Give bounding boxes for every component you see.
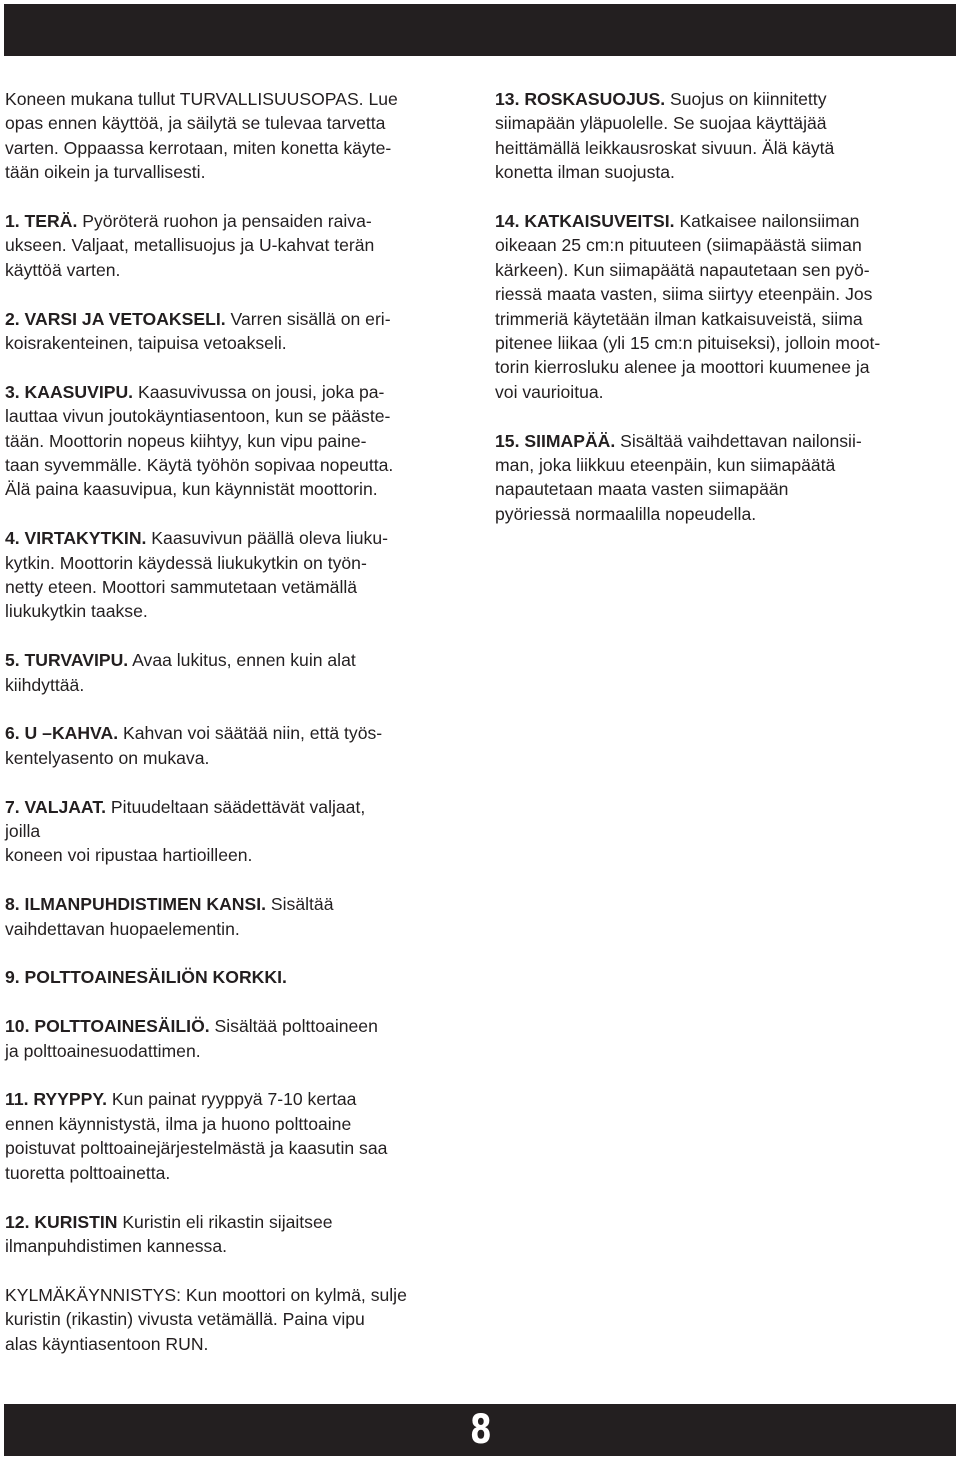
item-text: Kahvan voi säätää niin, että työs- bbox=[118, 723, 383, 744]
text-line: kuristin (rikastin) vivusta vetämällä. Paina vipu bbox=[5, 1309, 365, 1330]
item-13 bbox=[495, 87, 957, 185]
item-text: käyttöä varten. bbox=[5, 259, 121, 280]
page-number: 8 bbox=[469, 1407, 491, 1453]
item-text: ja polttoainesuodattimen. bbox=[5, 1040, 201, 1061]
item-9 bbox=[5, 965, 480, 989]
text-line: alas käyntiasentoon RUN. bbox=[5, 1333, 209, 1354]
item-5 bbox=[5, 648, 480, 697]
item-text: Sisältää polttoaineen bbox=[209, 1016, 378, 1037]
item-12 bbox=[5, 1210, 480, 1259]
item-text: heittämällä leikkausroskat sivuun. Älä käytä bbox=[495, 137, 835, 158]
text-line: KYLMÄKÄYNNISTYS: Kun moottori on kylmä, sulje bbox=[5, 1284, 407, 1305]
item-15 bbox=[495, 429, 957, 527]
item-heading: 8. ILMANPUHDISTIMEN KANSI. bbox=[5, 894, 266, 915]
item-heading: 4. VIRTAKYTKIN. bbox=[5, 528, 147, 549]
item-1 bbox=[5, 209, 480, 282]
item-text: vaihdettavan huopaelementin. bbox=[5, 918, 240, 939]
item-6 bbox=[5, 721, 480, 770]
item-text: voi vaurioitua. bbox=[495, 381, 604, 402]
item-heading: 6. U –KAHVA. bbox=[5, 723, 119, 744]
right-column bbox=[495, 87, 957, 551]
item-text: tään. Moottorin nopeus kiihtyy, kun vipu paine- bbox=[5, 430, 367, 451]
item-text: man, joka liikkuu eteenpäin, kun siimapäätä bbox=[495, 455, 836, 476]
item-14 bbox=[495, 209, 957, 404]
item-text: liukukytkin taakse. bbox=[5, 601, 148, 622]
item-text: kentelyasento on mukava. bbox=[5, 747, 210, 768]
text-line: Koneen mukana tullut TURVALLISUUSOPAS. Lue bbox=[5, 89, 398, 109]
item-text: kärkeen). Kun siimapäätä napautetaan sen pyö- bbox=[495, 259, 870, 280]
item-text: Avaa lukitus, ennen kuin alat bbox=[128, 650, 356, 671]
item-text: konetta ilman suojusta. bbox=[495, 162, 675, 183]
item-text: Sisältää bbox=[266, 894, 334, 915]
item-heading: 3. KAASUVIPU. bbox=[5, 381, 134, 402]
intro-paragraph bbox=[5, 87, 480, 185]
item-text: Katkaisee nailonsiiman bbox=[674, 211, 860, 232]
item-text: koisrakenteinen, taipuisa vetoakseli. bbox=[5, 333, 287, 354]
item-heading: 2. VARSI JA VETOAKSELI. bbox=[5, 308, 226, 329]
item-heading: 9. POLTTOAINESÄILIÖN KORKKI. bbox=[5, 967, 287, 988]
item-10 bbox=[5, 1014, 480, 1063]
left-column bbox=[5, 87, 480, 1380]
item-text: oikeaan 25 cm:n pituuteen (siimapäästä siiman bbox=[495, 235, 862, 256]
item-text: lauttaa vivun joutokäyntiasentoon, kun se pääste- bbox=[5, 406, 391, 427]
header-bar bbox=[4, 4, 956, 56]
item-11 bbox=[5, 1087, 480, 1185]
item-text: ilmanpuhdistimen kannessa. bbox=[5, 1235, 228, 1256]
item-text: Kaasuvivun päällä oleva liuku- bbox=[146, 528, 388, 549]
item-heading: 1. TERÄ. bbox=[5, 211, 78, 232]
item-text: kiihdyttää. bbox=[5, 674, 85, 695]
item-heading: 10. POLTTOAINESÄILIÖ. bbox=[5, 1016, 210, 1037]
item-text: Kuristin eli rikastin sijaitsee bbox=[117, 1211, 333, 1232]
item-heading: 12. KURISTIN bbox=[5, 1211, 118, 1232]
item-text: kytkin. Moottorin käydessä liukukytkin on työn- bbox=[5, 552, 367, 573]
text-line: varten. Oppaassa kerrotaan, miten konetta käyte- bbox=[5, 137, 392, 158]
item-text: Sisältää vaihdettavan nailonsii- bbox=[615, 430, 862, 451]
item-text: koneen voi ripustaa hartioilleen. bbox=[5, 845, 253, 866]
item-text: pyöriessä normaalilla nopeudella. bbox=[495, 503, 757, 524]
item-text: Kaasuvivussa on jousi, joka pa- bbox=[133, 381, 385, 402]
text-line: opas ennen käyttöä, ja säilytä se tulevaa tarvetta bbox=[5, 113, 386, 134]
item-text: Suojus on kiinnitetty bbox=[665, 89, 827, 109]
item-text: Älä paina kaasuvipua, kun käynnistät moottorin. bbox=[5, 479, 378, 500]
item-heading: 15. SIIMAPÄÄ. bbox=[495, 430, 616, 451]
cold-start-paragraph bbox=[5, 1283, 480, 1356]
item-heading: 14. KATKAISUVEITSI. bbox=[495, 211, 675, 232]
item-heading: 7. VALJAAT. bbox=[5, 796, 107, 817]
item-text: netty eteen. Moottori sammutetaan vetämällä bbox=[5, 577, 358, 598]
item-text: Kun painat ryyppyä 7-10 kertaa bbox=[107, 1089, 357, 1110]
item-text: tuoretta polttoainetta. bbox=[5, 1162, 171, 1183]
item-2 bbox=[5, 307, 480, 356]
text-line: tään oikein ja turvallisesti. bbox=[5, 162, 206, 183]
item-4 bbox=[5, 526, 480, 624]
item-heading: 13. ROSKASUOJUS. bbox=[495, 89, 666, 109]
item-text: torin kierrosluku alenee ja moottori kuumenee ja bbox=[495, 357, 870, 378]
item-3 bbox=[5, 380, 480, 502]
item-text: Varren sisällä on eri- bbox=[225, 308, 391, 329]
item-7 bbox=[5, 795, 480, 868]
item-text: joilla bbox=[5, 821, 41, 842]
item-text: ukseen. Valjaat, metallisuojus ja U-kahvat terän bbox=[5, 235, 375, 256]
item-text: poistuvat polttoainejärjestelmästä ja kaasutin saa bbox=[5, 1138, 388, 1159]
item-text: taan syvemmälle. Käytä työhön sopivaa nopeutta. bbox=[5, 455, 394, 476]
item-text: napautetaan maata vasten siimapään bbox=[495, 479, 789, 500]
item-text: riessä maata vasten, siima siirtyy eteenpäin. Jos bbox=[495, 284, 873, 305]
item-text: siimapään yläpuolelle. Se suojaa käyttäjää bbox=[495, 113, 827, 134]
item-text: ennen käynnistystä, ilma ja huono polttoaine bbox=[5, 1113, 352, 1134]
item-text: trimmeriä käytetään ilman katkaisuveistä, siima bbox=[495, 308, 863, 329]
item-heading: 5. TURVAVIPU. bbox=[5, 650, 129, 671]
footer-bar bbox=[4, 1404, 956, 1456]
item-8 bbox=[5, 892, 480, 941]
item-text: Pituudeltaan säädettävät valjaat, bbox=[106, 796, 366, 817]
item-text: pitenee liikaa (yli 15 cm:n pituiseksi), jolloin moot- bbox=[495, 333, 881, 354]
item-text: Pyöröterä ruohon ja pensaiden raiva- bbox=[77, 211, 372, 232]
item-heading: 11. RYYPPY. bbox=[5, 1089, 108, 1110]
